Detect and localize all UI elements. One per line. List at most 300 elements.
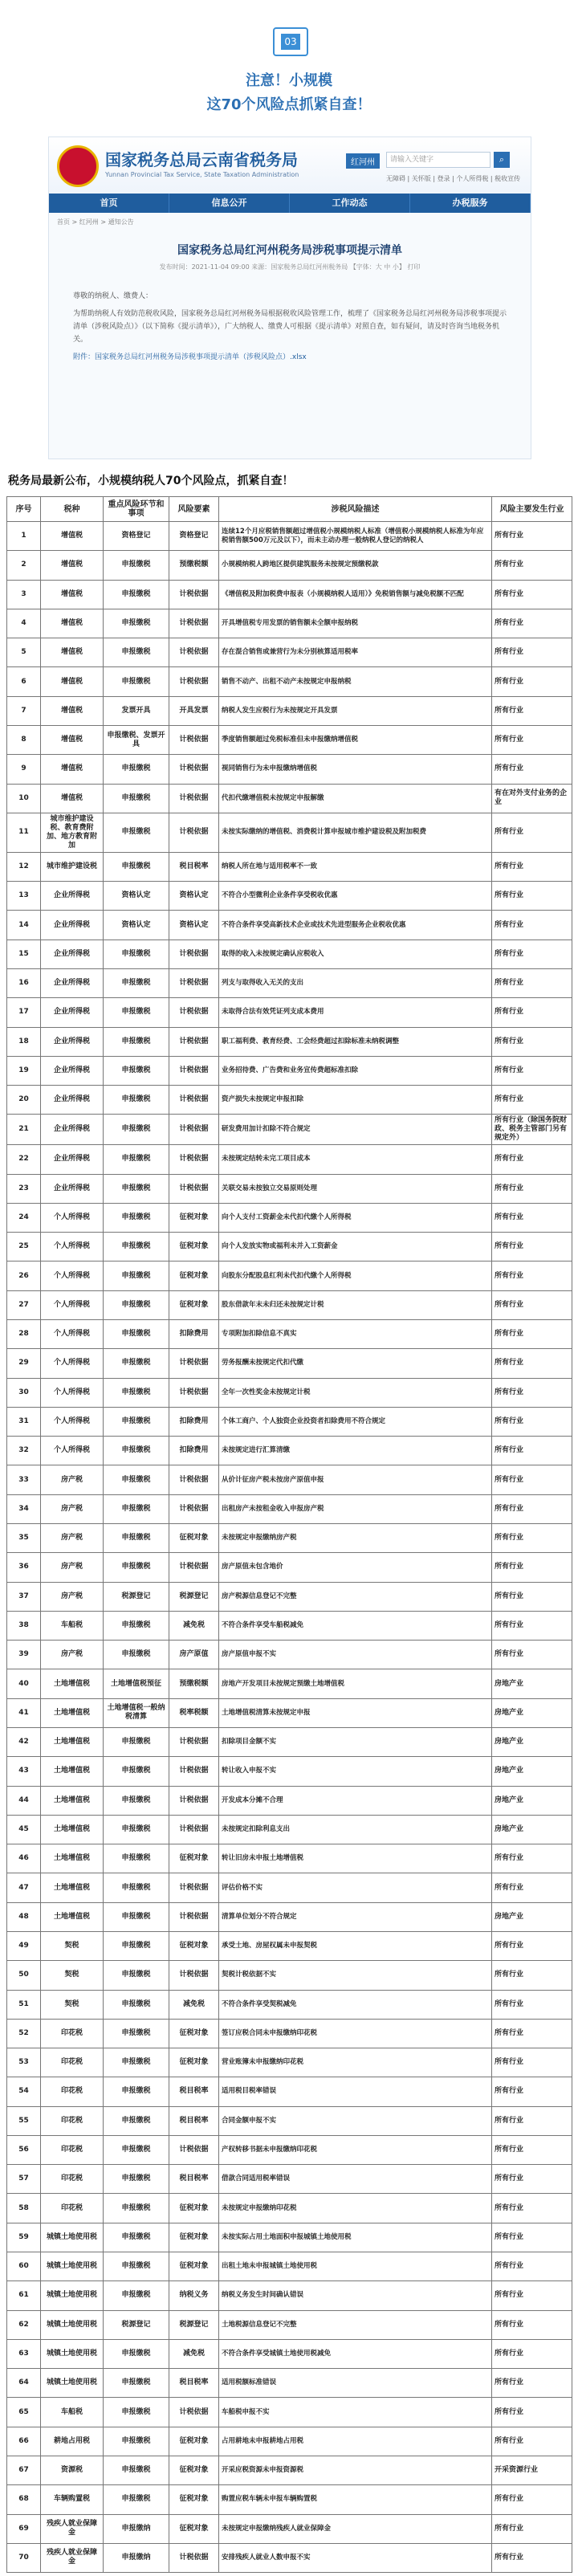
nav-info[interactable]: 信息公开 — [169, 194, 290, 213]
table-cell-stage: 申报缴税 — [104, 1203, 169, 1232]
table-cell-element: 计税依据 — [169, 1465, 219, 1494]
table-row — [7, 1056, 572, 1085]
table-cell-n: 10 — [7, 784, 41, 813]
table-cell-tax: 个人所得税 — [41, 1203, 104, 1232]
table-cell-n: 29 — [7, 1349, 41, 1378]
table-cell-element: 征税对象 — [169, 2456, 219, 2485]
table-cell-tax: 个人所得税 — [41, 1349, 104, 1378]
table-cell-stage: 申报缴税 — [104, 813, 169, 852]
table-cell-tax: 房产税 — [41, 1494, 104, 1523]
table-row — [7, 2135, 572, 2164]
table-cell-tax: 个人所得税 — [41, 1320, 104, 1349]
table-row — [7, 1115, 572, 1145]
table-cell-element: 减免税 — [169, 1611, 219, 1640]
table-row — [7, 1669, 572, 1698]
article-meta: 发布时间：2021-11-04 09:00 来源：国家税务总局红河州税务局 【字体：大 中 小】 打印 — [159, 263, 421, 271]
table-cell-industry: 房地产业 — [492, 1902, 572, 1931]
table-cell-desc: 未按实际缴纳的增值税、消费税计算申报城市维护建设税及附加税费 — [219, 813, 492, 852]
nav-service[interactable]: 办税服务 — [410, 194, 531, 213]
table-cell-industry: 所有行业 — [492, 667, 572, 696]
table-cell-industry: 所有行业 — [492, 1465, 572, 1494]
table-cell-desc: 扣除项目金额不实 — [219, 1727, 492, 1756]
breadcrumb[interactable]: 首页 > 红河州 > 通知公告 — [57, 218, 134, 226]
table-cell-industry: 所有行业 — [492, 2223, 572, 2252]
table-row — [7, 1990, 572, 2019]
table-cell-n: 62 — [7, 2310, 41, 2339]
table-cell-tax: 城镇土地使用税 — [41, 2252, 104, 2281]
table-cell-stage: 申报缴税 — [104, 1233, 169, 1262]
table-cell-tax: 房产税 — [41, 1641, 104, 1669]
table-row — [7, 882, 572, 911]
table-cell-n: 16 — [7, 968, 41, 997]
table-cell-element: 计税依据 — [169, 1902, 219, 1931]
table-cell-desc: 营业账簿未申报缴纳印花税 — [219, 2048, 492, 2077]
table-cell-desc: 适用税目税率错误 — [219, 2077, 492, 2106]
table-cell-element: 计税依据 — [169, 580, 219, 609]
table-cell-stage: 申报缴税 — [104, 1931, 169, 1960]
table-cell-element: 减免税 — [169, 2339, 219, 2368]
table-cell-tax: 印花税 — [41, 2106, 104, 2135]
table-cell-industry: 所有行业 — [492, 1931, 572, 1960]
table-cell-tax: 城镇土地使用税 — [41, 2369, 104, 2398]
table-cell-element: 征税对象 — [169, 2223, 219, 2252]
table-cell-stage: 申报缴税 — [104, 852, 169, 881]
table-cell-tax: 企业所得税 — [41, 882, 104, 911]
table-cell-stage: 税源登记 — [104, 2310, 169, 2339]
table-cell-tax: 房产税 — [41, 1582, 104, 1611]
table-cell-industry: 所有行业 — [492, 1407, 572, 1436]
table-cell-tax: 土地增值税 — [41, 1815, 104, 1844]
table-cell-stage: 申报缴税 — [104, 2398, 169, 2427]
table-cell-tax: 个人所得税 — [41, 1407, 104, 1436]
table-cell-industry: 所有行业 — [492, 813, 572, 852]
table-cell-stage: 申报缴税 — [104, 1727, 169, 1756]
table-row — [7, 2543, 572, 2572]
table-cell-tax: 增值税 — [41, 696, 104, 725]
article-paragraph: 尊敬的纳税人、缴费人： — [73, 292, 153, 300]
table-cell-n: 39 — [7, 1641, 41, 1669]
table-cell-industry: 所有行业 — [492, 998, 572, 1027]
table-cell-desc: 房产原值未包含地价 — [219, 1553, 492, 1582]
site-name-en: Yunnan Provincial Tax Service, State Taxation Administration — [105, 171, 299, 178]
table-cell-n: 65 — [7, 2398, 41, 2427]
table-cell-stage: 申报缴税 — [104, 1145, 169, 1174]
table-cell-industry: 所有行业 — [492, 2514, 572, 2543]
table-cell-tax: 土地增值税 — [41, 1757, 104, 1786]
table-cell-stage: 申报缴税 — [104, 1873, 169, 1902]
table-cell-element: 计税依据 — [169, 755, 219, 784]
table-cell-n: 25 — [7, 1233, 41, 1262]
table-cell-industry: 有在对外支付业务的企业 — [492, 784, 572, 813]
table-cell-desc: 业务招待费、广告费和业务宣传费超标准扣除 — [219, 1056, 492, 1085]
table-cell-tax: 印花税 — [41, 2135, 104, 2164]
table-cell-industry: 所有行业 — [492, 1873, 572, 1902]
table-cell-element: 税目税率 — [169, 2165, 219, 2194]
table-cell-desc: 职工福利费、教育经费、工会经费超过扣除标准未纳税调整 — [219, 1027, 492, 1056]
table-cell-n: 13 — [7, 882, 41, 911]
table-row — [7, 522, 572, 551]
table-row — [7, 1290, 572, 1319]
table-cell-stage: 申报缴税 — [104, 609, 169, 638]
table-cell-industry: 所有行业 — [492, 1641, 572, 1669]
table-cell-n: 66 — [7, 2427, 41, 2456]
table-cell-stage: 土地增值税一般纳税清算 — [104, 1698, 169, 1727]
table-cell-n: 8 — [7, 725, 41, 754]
table-cell-n: 2 — [7, 551, 41, 580]
table-row — [7, 2514, 572, 2543]
table-cell-desc: 适用税额标准错误 — [219, 2369, 492, 2398]
table-cell-desc: 连续12个月应税销售额超过增值税小规模纳税人标准（增值税小规模纳税人标准为年应税销售额500万元及以下），而未主动办理一般纳税人登记的纳税人 — [219, 522, 492, 551]
table-cell-desc: 不符合条件享受高新技术企业或技术先进型服务企业税收优惠 — [219, 911, 492, 940]
table-cell-stage: 申报缴税、发票开具 — [104, 725, 169, 754]
risk-table — [6, 496, 572, 2573]
table-cell-n: 26 — [7, 1262, 41, 1290]
table-cell-tax: 印花税 — [41, 2077, 104, 2106]
table-cell-desc: 未取得合法有效凭证列支成本费用 — [219, 998, 492, 1027]
table-cell-n: 68 — [7, 2485, 41, 2514]
section-heading: 税务局最新公布，小规模纳税人70个风险点，抓紧自查！ — [8, 475, 294, 487]
table-row — [7, 1931, 572, 1960]
table-cell-desc: 纳税人所在地与适用税率不一致 — [219, 852, 492, 881]
table-cell-n: 37 — [7, 1582, 41, 1611]
table-cell-n: 59 — [7, 2223, 41, 2252]
table-cell-stage: 申报缴税 — [104, 1990, 169, 2019]
table-cell-element: 征税对象 — [169, 2048, 219, 2077]
table-cell-industry: 所有行业 — [492, 1320, 572, 1349]
table-cell-industry: 所有行业 — [492, 580, 572, 609]
table-cell-industry: 所有行业 — [492, 1582, 572, 1611]
article-body — [73, 290, 507, 369]
table-cell-stage: 申报缴税 — [104, 1056, 169, 1085]
table-cell-n: 4 — [7, 609, 41, 638]
table-cell-desc: 未按规定扣除利息支出 — [219, 1815, 492, 1844]
table-cell-tax: 个人所得税 — [41, 1437, 104, 1465]
table-cell-stage: 申报缴纳 — [104, 2514, 169, 2543]
table-cell-industry: 所有行业 — [492, 1349, 572, 1378]
table-cell-industry: 所有行业 — [492, 1290, 572, 1319]
table-cell-tax: 增值税 — [41, 522, 104, 551]
table-row — [7, 1698, 572, 1727]
table-cell-industry: 所有行业 — [492, 2543, 572, 2572]
table-cell-desc: 转让旧房未申报土地增值税 — [219, 1844, 492, 1873]
table-cell-tax: 增值税 — [41, 725, 104, 754]
table-cell-industry: 开采资源行业 — [492, 2456, 572, 2485]
table-cell-element: 计税依据 — [169, 667, 219, 696]
table-cell-element: 征税对象 — [169, 1203, 219, 1232]
table-row — [7, 1727, 572, 1756]
search-input[interactable]: 请输入关键字 — [386, 152, 490, 168]
table-cell-tax: 契税 — [41, 1961, 104, 1990]
table-cell-element: 计税依据 — [169, 1378, 219, 1407]
table-cell-tax: 企业所得税 — [41, 1056, 104, 1085]
table-cell-stage: 申报缴税 — [104, 2485, 169, 2514]
table-row — [7, 609, 572, 638]
table-cell-element: 计税依据 — [169, 1086, 219, 1115]
table-row — [7, 667, 572, 696]
table-header-row — [7, 497, 572, 522]
table-cell-element: 税率税额 — [169, 1698, 219, 1727]
table-cell-tax: 企业所得税 — [41, 968, 104, 997]
table-cell-n: 5 — [7, 638, 41, 667]
table-cell-stage: 申报缴税 — [104, 1086, 169, 1115]
table-cell-n: 48 — [7, 1902, 41, 1931]
table-row — [7, 1407, 572, 1436]
table-cell-desc: 安排残疾人就业人数申报不实 — [219, 2543, 492, 2572]
table-cell-tax: 个人所得税 — [41, 1378, 104, 1407]
table-cell-n: 53 — [7, 2048, 41, 2077]
table-cell-tax: 印花税 — [41, 2194, 104, 2223]
table-cell-stage: 申报缴税 — [104, 2427, 169, 2456]
table-cell-element: 税目税率 — [169, 2106, 219, 2135]
table-cell-tax: 土地增值税 — [41, 1698, 104, 1727]
table-cell-industry: 所有行业 — [492, 1990, 572, 2019]
table-cell-element: 征税对象 — [169, 1931, 219, 1960]
table-cell-element: 征税对象 — [169, 1233, 219, 1262]
table-cell-n: 17 — [7, 998, 41, 1027]
table-cell-element: 资格认定 — [169, 911, 219, 940]
city-tag[interactable]: 红河州 — [346, 153, 380, 169]
table-cell-tax: 土地增值税 — [41, 1786, 104, 1815]
table-cell-industry: 所有行业 — [492, 2398, 572, 2427]
table-cell-stage: 申报缴税 — [104, 755, 169, 784]
table-cell-desc: 从价计征房产税未按房产原值申报 — [219, 1465, 492, 1494]
table-cell-stage: 申报缴税 — [104, 551, 169, 580]
table-cell-n: 47 — [7, 1873, 41, 1902]
table-cell-n: 21 — [7, 1115, 41, 1145]
table-cell-n: 6 — [7, 667, 41, 696]
gov-website-screenshot — [48, 137, 531, 459]
table-cell-industry: 所有行业 — [492, 2019, 572, 2048]
table-cell-n: 3 — [7, 580, 41, 609]
table-row — [7, 2165, 572, 2194]
table-cell-element: 计税依据 — [169, 813, 219, 852]
table-cell-industry: 所有行业 — [492, 1145, 572, 1174]
table-row — [7, 1320, 572, 1349]
table-cell-desc: 出租土地未申报城镇土地使用税 — [219, 2252, 492, 2281]
table-cell-stage: 申报缴税 — [104, 1262, 169, 1290]
table-cell-tax: 土地增值税 — [41, 1902, 104, 1931]
table-row — [7, 1378, 572, 1407]
table-cell-element: 计税依据 — [169, 1553, 219, 1582]
table-cell-desc: 借款合同适用税率错误 — [219, 2165, 492, 2194]
table-cell-n: 61 — [7, 2281, 41, 2310]
table-cell-desc: 契税计税依据不实 — [219, 1961, 492, 1990]
table-cell-n: 56 — [7, 2135, 41, 2164]
table-cell-n: 55 — [7, 2106, 41, 2135]
table-cell-n: 50 — [7, 1961, 41, 1990]
table-cell-tax: 印花税 — [41, 2165, 104, 2194]
table-cell-desc: 承受土地、房屋权属未申报契税 — [219, 1931, 492, 1960]
table-cell-desc: 占用耕地未申报耕地占用税 — [219, 2427, 492, 2456]
table-cell-n: 57 — [7, 2165, 41, 2194]
table-cell-desc: 未按规定申报缴纳印花税 — [219, 2194, 492, 2223]
table-cell-desc: 纳税人发生应税行为未按规定开具发票 — [219, 696, 492, 725]
table-row — [7, 2106, 572, 2135]
table-cell-stage: 申报缴税 — [104, 1437, 169, 1465]
table-cell-tax: 车船税 — [41, 1611, 104, 1640]
table-cell-element: 开具发票 — [169, 696, 219, 725]
table-cell-element: 预缴税额 — [169, 551, 219, 580]
table-cell-n: 31 — [7, 1407, 41, 1436]
table-row — [7, 1961, 572, 1990]
table-cell-stage: 申报缴税 — [104, 1786, 169, 1815]
table-row — [7, 1844, 572, 1873]
table-cell-stage: 申报缴税 — [104, 1844, 169, 1873]
table-cell-element: 计税依据 — [169, 1873, 219, 1902]
table-cell-element: 税目税率 — [169, 852, 219, 881]
table-cell-industry: 所有行业 — [492, 1233, 572, 1262]
table-cell-element: 计税依据 — [169, 1174, 219, 1203]
table-cell-n: 18 — [7, 1027, 41, 1056]
table-cell-desc: 代扣代缴增值税未按规定申报解缴 — [219, 784, 492, 813]
article-title: 国家税务总局红河州税务局涉税事项提示清单 — [177, 244, 402, 257]
table-cell-desc: 存在混合销售或兼营行为未分别核算适用税率 — [219, 638, 492, 667]
table-row — [7, 1611, 572, 1640]
table-row — [7, 852, 572, 881]
table-cell-n: 24 — [7, 1203, 41, 1232]
table-cell-n: 49 — [7, 1931, 41, 1960]
table-row — [7, 1465, 572, 1494]
table-cell-stage: 资格登记 — [104, 522, 169, 551]
table-cell-element: 计税依据 — [169, 1056, 219, 1085]
table-cell-industry: 所有行业 — [492, 911, 572, 940]
table-cell-industry: 所有行业 — [492, 2106, 572, 2135]
table-cell-tax: 增值税 — [41, 784, 104, 813]
attachment-link[interactable]: 附件：国家税务总局红河州税务局涉税事项提示清单（涉税风险点）.xlsx — [73, 353, 307, 361]
table-cell-desc: 《增值税及附加税费申报表（小规模纳税人适用）》免税销售额与减免税额不匹配 — [219, 580, 492, 609]
table-cell-element: 计税依据 — [169, 1027, 219, 1056]
table-row — [7, 813, 572, 852]
table-cell-n: 1 — [7, 522, 41, 551]
table-cell-element: 税源登记 — [169, 1582, 219, 1611]
table-row — [7, 1641, 572, 1669]
table-row — [7, 1027, 572, 1056]
table-cell-desc: 开具增值税专用发票的销售额未全额申报纳税 — [219, 609, 492, 638]
main-nav — [49, 194, 531, 213]
search-icon[interactable]: ⌕ — [494, 152, 510, 168]
table-cell-stage: 申报缴税 — [104, 2077, 169, 2106]
nav-home[interactable]: 首页 — [49, 194, 169, 213]
table-cell-n: 22 — [7, 1145, 41, 1174]
table-cell-desc: 开发成本分摊不合理 — [219, 1786, 492, 1815]
table-cell-industry: 房地产业 — [492, 1727, 572, 1756]
table-cell-stage: 申报缴税 — [104, 1641, 169, 1669]
table-cell-desc: 劳务报酬未按规定代扣代缴 — [219, 1349, 492, 1378]
table-cell-n: 41 — [7, 1698, 41, 1727]
table-cell-tax: 企业所得税 — [41, 1145, 104, 1174]
table-cell-stage: 申报缴税 — [104, 2194, 169, 2223]
table-cell-tax: 城市维护建设税 — [41, 852, 104, 881]
table-cell-n: 28 — [7, 1320, 41, 1349]
table-cell-desc: 个体工商户、个人独资企业投资者扣除费用不符合规定 — [219, 1407, 492, 1436]
table-cell-n: 42 — [7, 1727, 41, 1756]
table-cell-stage: 申报缴税 — [104, 2135, 169, 2164]
table-row — [7, 1349, 572, 1378]
table-cell-desc: 不符合条件享受车船税减免 — [219, 1611, 492, 1640]
top-links[interactable]: 无障碍 | 关怀版 | 登录 | 个人所得税 | 税收宣传 — [386, 175, 521, 182]
table-cell-element: 计税依据 — [169, 1815, 219, 1844]
table-row — [7, 2369, 572, 2398]
table-cell-stage: 申报缴税 — [104, 998, 169, 1027]
table-cell-desc: 评估价格不实 — [219, 1873, 492, 1902]
table-cell-n: 46 — [7, 1844, 41, 1873]
table-cell-n: 44 — [7, 1786, 41, 1815]
col-header: 风险主要发生行业 — [492, 497, 572, 522]
table-cell-element: 扣除费用 — [169, 1437, 219, 1465]
table-cell-industry: 房地产业 — [492, 1669, 572, 1698]
table-cell-industry: 所有行业 — [492, 2077, 572, 2106]
table-cell-element: 计税依据 — [169, 998, 219, 1027]
table-cell-tax: 个人所得税 — [41, 1262, 104, 1290]
table-cell-element: 计税依据 — [169, 784, 219, 813]
table-row — [7, 2252, 572, 2281]
table-cell-stage: 申报缴纳 — [104, 2543, 169, 2572]
table-cell-industry: 所有行业 — [492, 609, 572, 638]
table-cell-n: 19 — [7, 1056, 41, 1085]
table-cell-n: 34 — [7, 1494, 41, 1523]
table-row — [7, 2456, 572, 2485]
table-cell-element: 减免税 — [169, 1990, 219, 2019]
table-row — [7, 1262, 572, 1290]
table-cell-desc: 土地税源信息登记不完整 — [219, 2310, 492, 2339]
table-cell-stage: 申报缴税 — [104, 667, 169, 696]
table-cell-stage: 申报缴税 — [104, 1757, 169, 1786]
national-emblem-icon — [57, 145, 99, 187]
table-cell-tax: 个人所得税 — [41, 1290, 104, 1319]
table-cell-n: 63 — [7, 2339, 41, 2368]
table-cell-tax: 契税 — [41, 1990, 104, 2019]
table-cell-element: 计税依据 — [169, 1494, 219, 1523]
table-cell-industry: 所有行业 — [492, 2048, 572, 2077]
table-cell-stage: 申报缴税 — [104, 1407, 169, 1436]
table-row — [7, 1553, 572, 1582]
article-paragraph: 为帮助纳税人有效防范税收风险，国家税务总局红河州税务局根据税收风险管理工作，梳理了《国家税务总局红河州税务局涉税事项提示清单（涉税风险点）》（以下简称《提示清单》），广大纳税人、缴费人可根据《提示清单》对照自查，如有疑问，请及时咨询当地税务机关。 — [73, 310, 507, 344]
table-cell-tax: 企业所得税 — [41, 1086, 104, 1115]
nav-news[interactable]: 工作动态 — [290, 194, 410, 213]
table-cell-n: 54 — [7, 2077, 41, 2106]
table-cell-tax: 企业所得税 — [41, 1174, 104, 1203]
table-cell-desc: 房产税源信息登记不完整 — [219, 1582, 492, 1611]
table-cell-element: 扣除费用 — [169, 1320, 219, 1349]
table-cell-n: 60 — [7, 2252, 41, 2281]
table-cell-tax: 房产税 — [41, 1465, 104, 1494]
table-cell-element: 计税依据 — [169, 2135, 219, 2164]
table-row — [7, 1233, 572, 1262]
table-cell-stage: 申报缴税 — [104, 1465, 169, 1494]
table-cell-stage: 申报缴税 — [104, 784, 169, 813]
table-cell-desc: 研发费用加计扣除不符合规定 — [219, 1115, 492, 1145]
table-cell-industry: 所有行业 — [492, 1844, 572, 1873]
table-cell-element: 计税依据 — [169, 1727, 219, 1756]
table-row — [7, 1524, 572, 1553]
table-row — [7, 2048, 572, 2077]
table-cell-n: 67 — [7, 2456, 41, 2485]
table-cell-stage: 申报缴税 — [104, 2369, 169, 2398]
table-cell-industry: 所有行业 — [492, 2194, 572, 2223]
table-row — [7, 1815, 572, 1844]
table-cell-element: 税目税率 — [169, 2077, 219, 2106]
table-row — [7, 2281, 572, 2310]
table-cell-desc: 未按规定申报缴纳残疾人就业保障金 — [219, 2514, 492, 2543]
table-cell-element: 计税依据 — [169, 1786, 219, 1815]
table-row — [7, 940, 572, 968]
table-cell-element: 税目税率 — [169, 2369, 219, 2398]
table-cell-n: 7 — [7, 696, 41, 725]
table-cell-n: 11 — [7, 813, 41, 852]
table-cell-element: 征税对象 — [169, 2427, 219, 2456]
table-row — [7, 2194, 572, 2223]
table-cell-stage: 申报缴税 — [104, 2019, 169, 2048]
